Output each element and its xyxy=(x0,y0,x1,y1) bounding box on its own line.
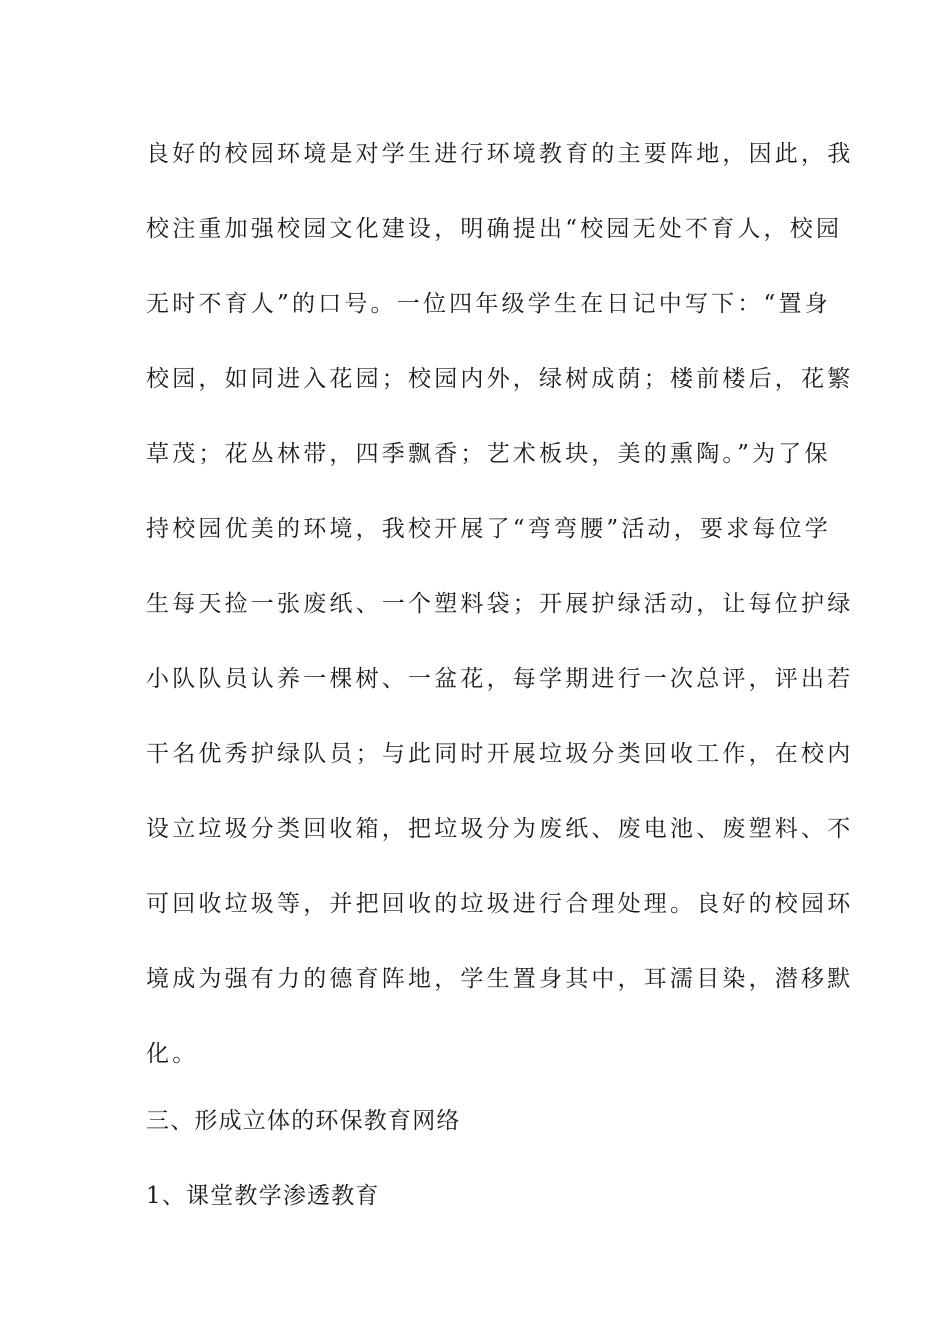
paragraph-line: 可回收垃圾等，并把回收的垃圾进行合理处理。良好的校园环 xyxy=(146,891,854,917)
paragraph-line: 良好的校园环境是对学生进行环境教育的主要阵地，因此，我 xyxy=(146,141,854,167)
paragraph-line: 持校园优美的环境，我校开展了“弯弯腰”活动，要求每位学 xyxy=(146,516,831,542)
paragraph-line: 无时不育人”的口号。一位四年级学生在日记中写下：“置身 xyxy=(146,291,831,317)
body-paragraph xyxy=(146,131,854,1106)
paragraph-line: 生每天捡一张废纸、一个塑料袋；开展护绿活动，让每位护绿 xyxy=(146,591,854,617)
paragraph-line: 校注重加强校园文化建设，明确提出“校园无处不育人，校园 xyxy=(146,216,843,242)
paragraph-line: 草茂；花丛林带，四季飘香；艺术板块，美的熏陶。”为了保 xyxy=(146,441,831,467)
paragraph-line: 化。 xyxy=(146,1041,199,1067)
paragraph-line: 小队队员认养一棵树、一盆花，每学期进行一次总评，评出若 xyxy=(146,666,854,692)
paragraph-line: 设立垃圾分类回收箱，把垃圾分为废纸、废电池、废塑料、不 xyxy=(146,816,854,842)
subsection-heading: 1、课堂教学渗透教育 xyxy=(146,1183,380,1209)
paragraph-line: 境成为强有力的德育阵地，学生置身其中，耳濡目染，潜移默 xyxy=(146,966,854,992)
paragraph-line: 校园，如同进入花园；校园内外，绿树成荫；楼前楼后，花繁 xyxy=(146,366,854,392)
section-heading: 三、形成立体的环保教育网络 xyxy=(146,1108,461,1134)
paragraph-line: 干名优秀护绿队员；与此同时开展垃圾分类回收工作，在校内 xyxy=(146,741,854,767)
